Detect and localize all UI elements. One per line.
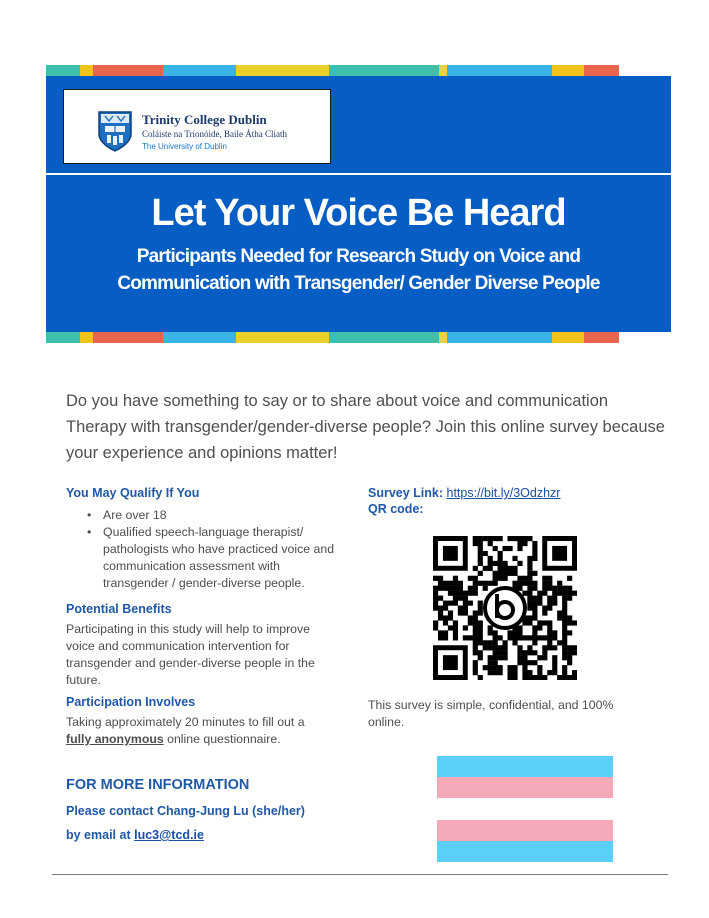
stripe-segment bbox=[93, 65, 163, 76]
flag-stripe-pink bbox=[437, 777, 613, 798]
flag-stripe-blue bbox=[437, 756, 613, 777]
stripe-segment bbox=[439, 332, 447, 343]
stripe-segment bbox=[584, 332, 619, 343]
list-item: • Are over 18 bbox=[85, 507, 335, 524]
more-info-heading: FOR MORE INFORMATION bbox=[66, 777, 250, 793]
subtitle-line-2: Communication with Transgender/ Gender Diverse People bbox=[117, 273, 600, 294]
footer-divider bbox=[52, 874, 668, 875]
logo-name: Trinity College Dublin bbox=[142, 112, 267, 127]
stripe-segment bbox=[46, 65, 80, 76]
stripe-segment bbox=[552, 332, 584, 343]
stripe-segment bbox=[236, 332, 329, 343]
transgender-flag-icon bbox=[437, 756, 613, 798]
email-line bbox=[66, 828, 204, 842]
stripe-segment bbox=[447, 332, 552, 343]
benefits-heading: Potential Benefits bbox=[66, 602, 172, 616]
subtitle-line-1: Participants Needed for Research Study on Voice and bbox=[136, 246, 581, 267]
stripe-segment bbox=[329, 65, 439, 76]
tcd-logo bbox=[63, 89, 331, 164]
stripe-segment bbox=[552, 65, 584, 76]
involves-emphasis: fully anonymous bbox=[66, 732, 164, 746]
involves-text-after: online questionnaire. bbox=[163, 732, 281, 746]
survey-note: This survey is simple, confidential, and 100% online. bbox=[368, 698, 614, 729]
involves-text bbox=[66, 714, 336, 748]
stripe-segment bbox=[329, 332, 439, 343]
logo-university: The University of Dublin bbox=[142, 142, 227, 151]
flag-stripe-blue bbox=[437, 841, 613, 862]
qr-label: QR code: bbox=[368, 502, 424, 516]
email-link[interactable]: luc3@tcd.ie bbox=[134, 828, 204, 842]
involves-heading: Participation Involves bbox=[66, 695, 196, 709]
banner-divider bbox=[46, 173, 671, 175]
logo-irish-name: Coláiste na Tríonóide, Baile Átha Cliath bbox=[142, 129, 287, 139]
stripe-segment bbox=[163, 332, 236, 343]
list-item: • Qualified speech-language therapist/ pathologists who have practiced voice and communication assessment with transgender / gender-diverse people. bbox=[85, 524, 335, 592]
stripe-segment bbox=[93, 332, 163, 343]
transgender-flag-icon bbox=[437, 820, 613, 862]
decorative-stripe-top bbox=[46, 65, 671, 76]
contact-line: Please contact Chang-Jung Lu (she/her) bbox=[66, 804, 305, 818]
qualify-list bbox=[85, 507, 335, 592]
header-banner bbox=[46, 76, 671, 332]
survey-link-label: Survey Link: bbox=[368, 486, 447, 500]
stripe-segment bbox=[439, 65, 447, 76]
qr-code-icon[interactable] bbox=[433, 536, 577, 680]
stripe-segment bbox=[163, 65, 236, 76]
stripe-segment bbox=[80, 332, 93, 343]
involves-text-before: Taking approximately 20 minutes to fill out a bbox=[66, 715, 305, 729]
qualify-heading: You May Qualify If You bbox=[66, 486, 200, 500]
benefits-text: Participating in this study will help to improve voice and communication intervention for transgender and gender-diverse people in the future. bbox=[66, 622, 315, 687]
stripe-segment bbox=[584, 65, 619, 76]
stripe-segment bbox=[236, 65, 329, 76]
page-title: Let Your Voice Be Heard bbox=[151, 192, 566, 234]
survey-link[interactable]: https://bit.ly/3Odzhzr bbox=[446, 486, 561, 500]
stripe-segment bbox=[447, 65, 552, 76]
intro-paragraph: Do you have something to say or to share about voice and communication Therapy with transgender/gender-diverse people? Join this online survey because your experience and opinions matter! bbox=[66, 392, 665, 462]
stripe-segment bbox=[80, 65, 93, 76]
trinity-crest-icon bbox=[97, 110, 133, 152]
email-prefix: by email at bbox=[66, 828, 135, 842]
flag-stripe-pink bbox=[437, 820, 613, 841]
decorative-stripe-bottom bbox=[46, 332, 671, 343]
stripe-segment bbox=[46, 332, 80, 343]
survey-link-line bbox=[368, 486, 560, 500]
